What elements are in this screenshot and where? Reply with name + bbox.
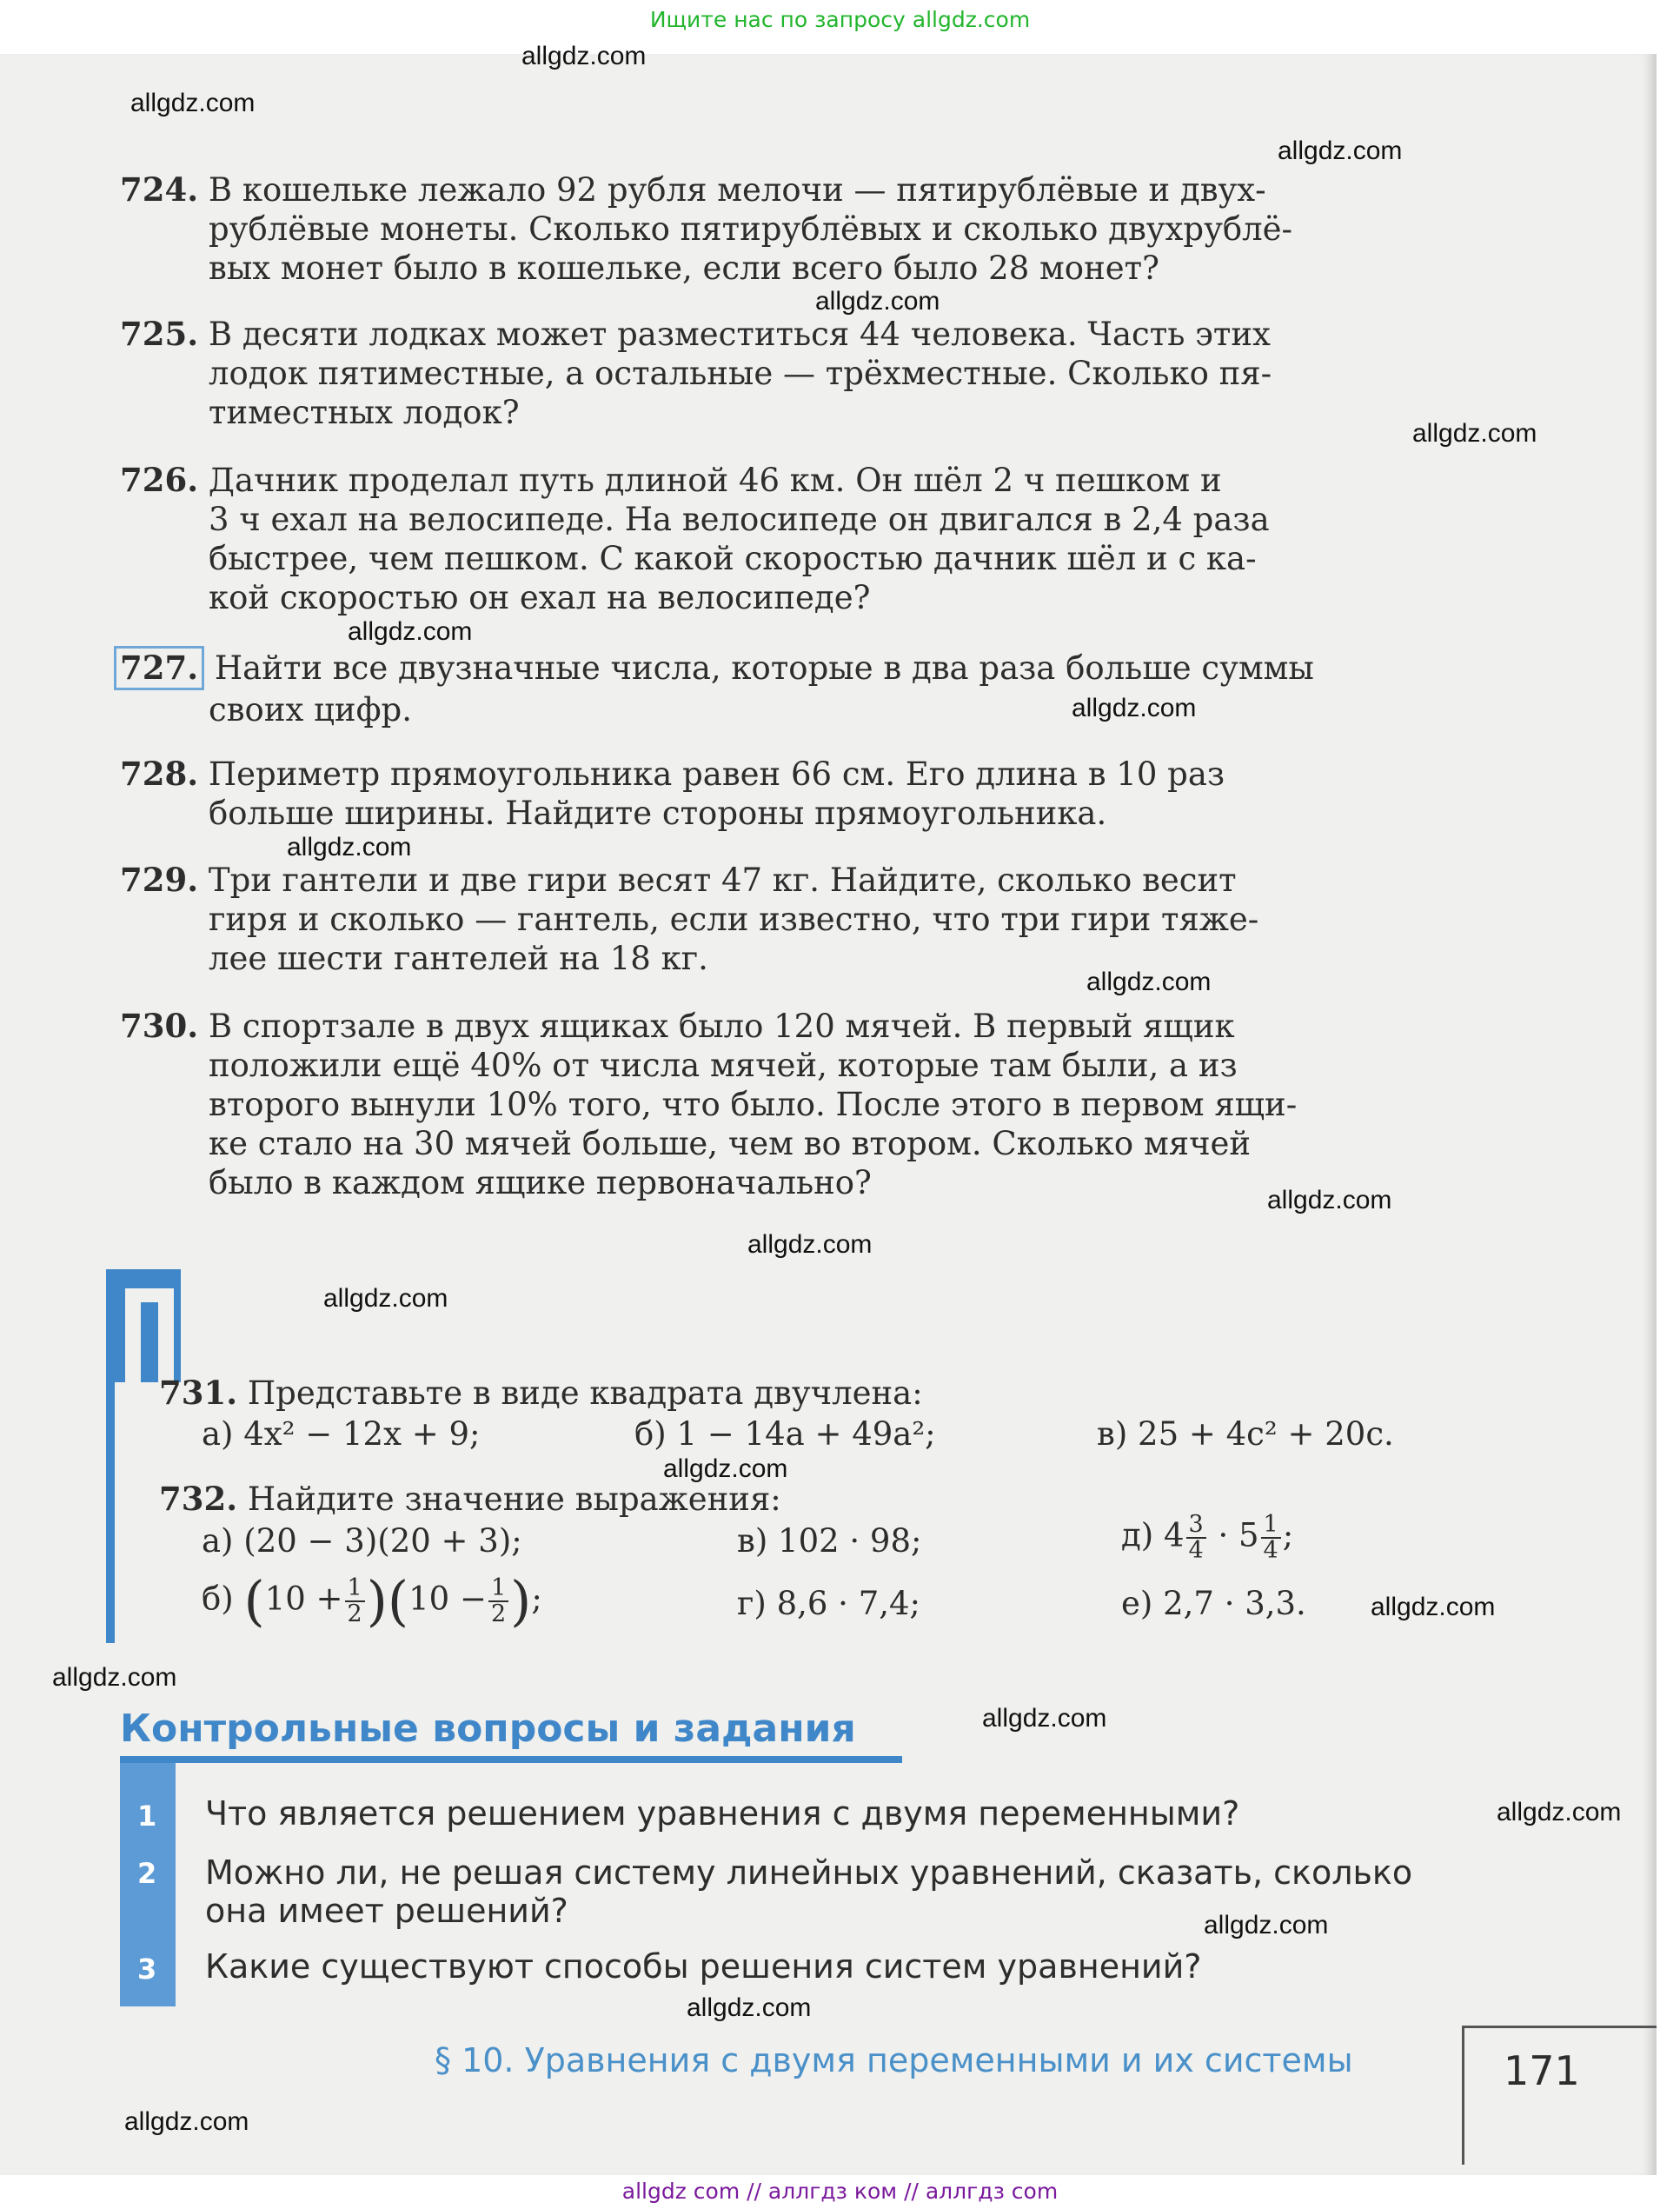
watermark: allgdz.com (815, 287, 940, 316)
question-text: Какие существуют способы решения систем уравнений? (205, 1947, 1202, 1986)
expr-part: · 5 (1207, 1516, 1259, 1554)
task-732-e: е) 2,7 · 3,3. (1121, 1585, 1306, 1622)
problem-text-line: лее шести гантелей на 18 кг. (209, 940, 708, 977)
problem-text-line: В кошельке лежало 92 рубля мелочи — пятирублёвые и двух- (208, 171, 1266, 209)
page-number: 171 (1504, 2047, 1580, 2094)
watermark: allgdz.com (323, 1284, 448, 1313)
problem-text-line: Периметр прямоугольника равен 66 см. Его длина в 10 раз (208, 755, 1225, 793)
problem-730 (120, 1007, 1458, 1202)
watermark: allgdz.com (1086, 968, 1212, 996)
problem-text-line: лодок пятиместные, а остальные — трёхместные. Сколько пя- (209, 355, 1272, 392)
bottom-banner[interactable]: allgdz com // аллгдз ком // аллгдз com (621, 2179, 1059, 2204)
problem-number: 724. (120, 170, 199, 209)
task-732-b: б) (10 + $\frac{1}{2}$ )(10 − $\frac{1}{2}$ ); (202, 1569, 542, 1633)
task-731-a: а) 4x² − 12x + 9; (202, 1415, 481, 1453)
problem-text-line: тиместных лодок? (209, 394, 520, 431)
watermark: allgdz.com (1204, 1911, 1329, 1940)
page-number-frame (1462, 2026, 1464, 2165)
expr-part: 10 + (264, 1580, 343, 1618)
task-number: 731. (159, 1374, 238, 1412)
problem-text-line: быстрее, чем пешком. С какой скоростью дачник шёл и с ка- (209, 540, 1257, 577)
watermark: allgdz.com (1371, 1593, 1496, 1621)
problem-text-line: больше ширины. Найдите стороны прямоугольника. (209, 795, 1107, 832)
heading-underline (120, 1756, 902, 1763)
problem-727 (120, 646, 1458, 729)
watermark: allgdz.com (1497, 1798, 1622, 1826)
task-732-d (1121, 1513, 1293, 1563)
top-banner[interactable]: Ищите нас по запросу allgdz.com (649, 7, 1031, 32)
problem-number: 728. (120, 755, 199, 793)
watermark: allgdz.com (747, 1230, 873, 1259)
problem-text-line: своих цифр. (209, 691, 412, 729)
problem-number: 725. (120, 315, 199, 353)
problem-text-line: кой скоростью он ехал на велосипеде? (209, 579, 871, 616)
watermark: allgdz.com (348, 617, 473, 646)
problem-724 (120, 170, 1458, 288)
question-text: Что является решением уравнения с двумя переменными? (205, 1794, 1240, 1833)
expr-part: ; (1282, 1516, 1294, 1554)
question-number: 3 (137, 1953, 157, 1986)
task-732-g: г) 8,6 · 7,4; (737, 1585, 921, 1622)
watermark: allgdz.com (982, 1704, 1107, 1733)
fraction: $\frac{1}{4}$ (1261, 1513, 1281, 1563)
watermark: allgdz.com (687, 1993, 812, 2022)
question-number: 1 (137, 1800, 157, 1833)
problem-number: 730. (120, 1007, 199, 1045)
watermark: allgdz.com (521, 42, 647, 70)
question-text: Можно ли, не решая систему линейных уравнений, сказать, сколько (205, 1853, 1413, 1892)
watermark: allgdz.com (287, 833, 412, 862)
problem-text-line: 3 ч ехал на велосипеде. На велосипеде он двигался в 2,4 раза (209, 501, 1270, 538)
problem-text-line: Дачник проделал путь длиной 46 км. Он шёл 2 ч пешком и (208, 462, 1222, 499)
task-text: Найдите значение выражения: (247, 1480, 781, 1518)
page-number-frame (1462, 2026, 1657, 2028)
watermark: allgdz.com (1072, 694, 1197, 722)
question-text: она имеет решений? (205, 1892, 568, 1930)
problem-number: 729. (120, 861, 199, 899)
task-732 (159, 1480, 781, 1519)
expr-part: ; (531, 1580, 542, 1618)
watermark: allgdz.com (130, 89, 256, 117)
problem-text-line: ке стало на 30 мячей больше, чем во втором. Сколько мячей (209, 1125, 1252, 1162)
task-text: Представьте в виде квадрата двучлена: (247, 1374, 923, 1412)
problem-725 (120, 315, 1458, 432)
task-731-c: в) 25 + 4c² + 20c. (1097, 1415, 1394, 1453)
fraction: $\frac{1}{2}$ (345, 1576, 365, 1627)
expr-part: д) 4 (1121, 1516, 1185, 1554)
chapter-footer-title: § 10. Уравнения с двумя переменными и их системы (435, 2041, 1353, 2079)
watermark: allgdz.com (1278, 136, 1403, 165)
task-number: 732. (159, 1480, 238, 1518)
watermark: allgdz.com (1412, 419, 1537, 448)
problem-text-line: вых монет было в кошельке, если всего было 28 монет? (209, 250, 1159, 287)
watermark: allgdz.com (1267, 1186, 1392, 1214)
section-heading: Контрольные вопросы и задания (120, 1707, 856, 1751)
problem-726 (120, 461, 1458, 617)
fraction: $\frac{3}{4}$ (1186, 1513, 1206, 1563)
expr-part: б) (202, 1580, 234, 1618)
problem-text-line: рублёвые монеты. Сколько пятирублёвых и сколько двухрублё- (209, 210, 1293, 248)
problem-number: 726. (120, 461, 199, 499)
problem-text-line: В спортзале в двух ящиках было 120 мячей. В первый ящик (208, 1008, 1235, 1045)
task-732-a: а) (20 − 3)(20 + 3); (202, 1522, 522, 1560)
problem-729 (120, 861, 1458, 978)
problem-text-line: гиря и сколько — гантель, если известно, что три гири тяже- (209, 901, 1259, 938)
watermark: allgdz.com (663, 1454, 788, 1483)
question-number: 2 (137, 1857, 157, 1890)
task-731 (159, 1374, 923, 1413)
extra-tasks-side-bar (106, 1382, 115, 1643)
expr-part: 10 − (408, 1580, 487, 1618)
watermark: allgdz.com (52, 1663, 177, 1692)
problem-text-line: было в каждом ящике первоначально? (209, 1164, 872, 1201)
task-731-b: б) 1 − 14a + 49a²; (634, 1415, 936, 1453)
problem-text-line: положили ещё 40% от числа мячей, которые там были, а из (209, 1047, 1238, 1084)
problem-text-line: Найти все двузначные числа, которые в два раза больше суммы (214, 649, 1314, 687)
watermark: allgdz.com (124, 2107, 249, 2136)
problem-text-line: второго вынули 10% того, что было. После этого в первом ящи- (209, 1086, 1298, 1123)
problem-728 (120, 755, 1458, 833)
problem-text-line: Три гантели и две гири весят 47 кг. Найдите, сколько весит (208, 862, 1237, 899)
problem-number-highlighted: 727. (114, 646, 204, 690)
problem-text-line: В десяти лодках может разместиться 44 человека. Часть этих (208, 316, 1271, 353)
fraction: $\frac{1}{2}$ (488, 1576, 508, 1627)
task-732-v: в) 102 · 98; (737, 1522, 922, 1560)
extra-tasks-marker-icon (106, 1269, 181, 1382)
